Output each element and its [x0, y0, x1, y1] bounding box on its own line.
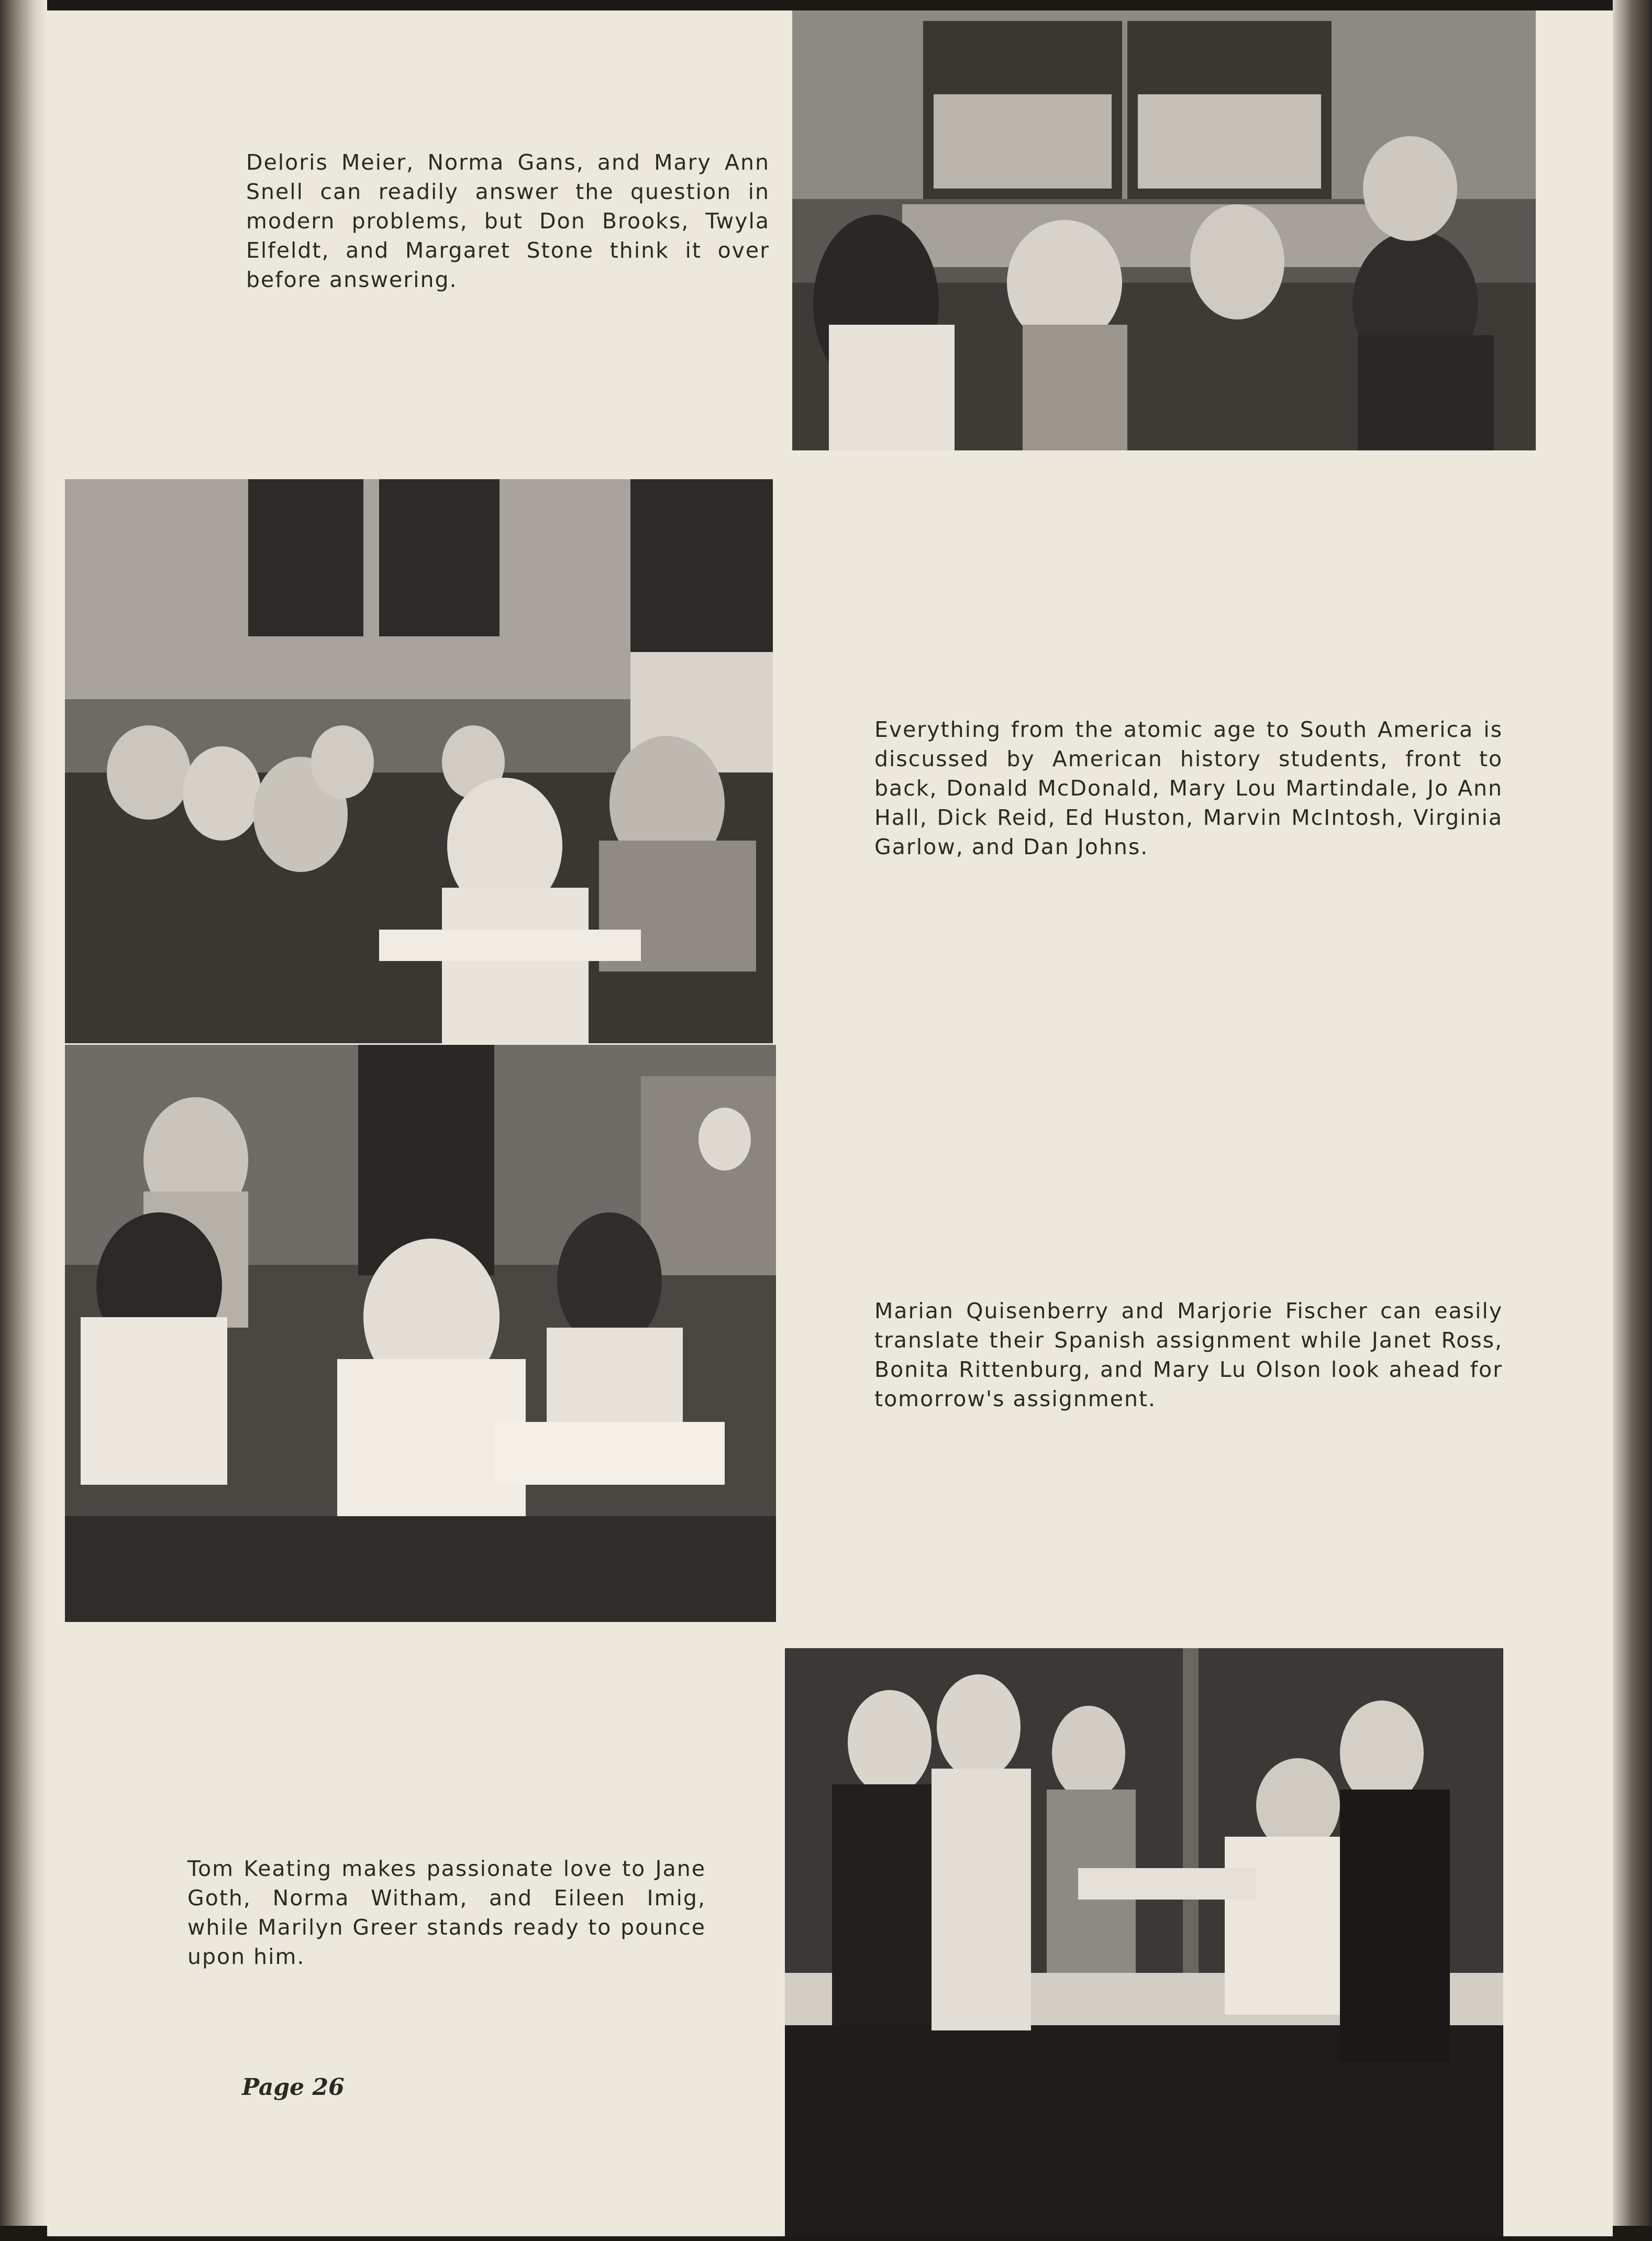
- yearbook-page: [47, 10, 1613, 2236]
- caption-modern-problems: Deloris Meier, Norma Gans, and Mary Ann Snell can readily answer the question in modern problems, but Don Brooks, Twyla Elfeldt, and Margaret Stone think it over before answering.: [246, 150, 770, 292]
- photo-american-history-class: [65, 479, 773, 1043]
- photo-drama-scene: [785, 1648, 1503, 2236]
- photo-modern-problems-class: [792, 10, 1536, 450]
- page-number: Page 26: [242, 2074, 345, 2101]
- caption-drama: Tom Keating makes passionate love to Jane Goth, Norma Witham, and Eileen Imig, while Marilyn Greer stands ready to pounce upon him.: [187, 1856, 706, 1969]
- caption-american-history: Everything from the atomic age to South America is discussed by American history students, front to back, Donald McDonald, Mary Lou Martindale, Jo Ann Hall, Dick Reid, Ed Huston, Marvin McIntosh, Virginia Garlow, and Dan Johns.: [874, 717, 1503, 859]
- photo-spanish-class: [65, 1045, 776, 1622]
- top-page-edge: [0, 0, 1652, 10]
- caption-spanish: Marian Quisenberry and Marjorie Fischer can easily translate their Spanish assignment while Janet Ross, Bonita Rittenburg, and Mary Lu Olson look ahead for tomorrow's assignment.: [874, 1298, 1503, 1411]
- right-page-edge: [1613, 0, 1652, 2241]
- book-binding-shadow: [0, 0, 47, 2241]
